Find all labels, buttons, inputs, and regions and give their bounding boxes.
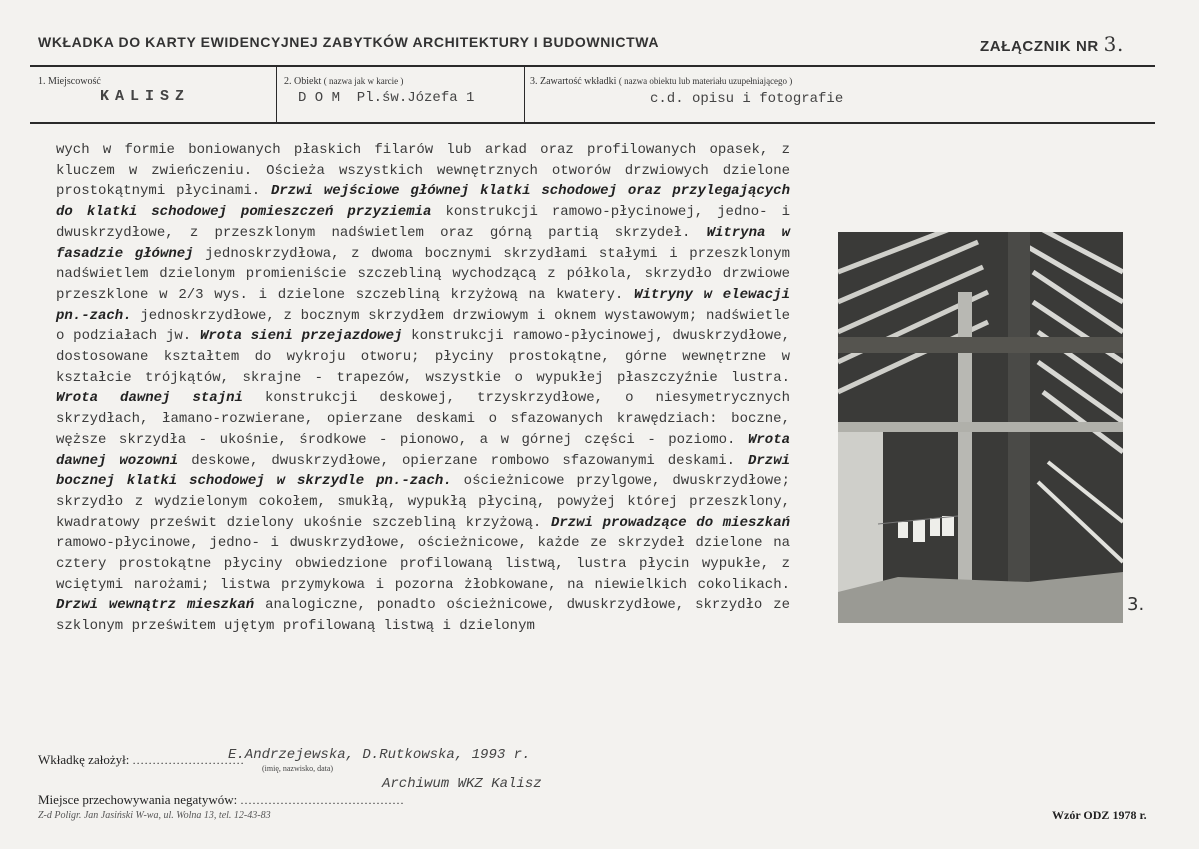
description-segment: ościeżnicowe przylgowe, dwuskrzydłowe; skrzydło z wydzielonym cokołem, smukłą, wypukłą płyciną, powyżej której przeszklony, kwadratowy prześwit dzielony ukośnie szczebliną krzyżową. — [56, 473, 791, 531]
emphasized-heading: Drzwi wejściowe głównej klatki schodowej oraz przylegających do klatki schodowej pomieszczeń przyziemia — [56, 183, 790, 221]
author-label — [38, 752, 245, 768]
author-hint: (imię, nazwisko, data) — [262, 764, 334, 773]
field-divider-2 — [524, 65, 525, 123]
description-segment: konstrukcji deskowej, trzyskrzydłowe, o niesymetrycznych skrzydłach, łamano-rozwierane, opierzane deskami o sfazowanych krawędziach: boczne, węższe skrzydła - ukośnie, środkowe - pionowo, a w górnej części - poziomo. — [56, 390, 790, 448]
author-value: E.Andrzejewska, D.Rutkowska, 1993 r. — [228, 747, 531, 763]
photo-number: 3. — [1127, 594, 1145, 615]
attic-photo — [838, 232, 1123, 623]
locality-label: 1. Miejscowość — [38, 76, 101, 87]
content-value: c.d. opisu i fotografie — [650, 91, 844, 107]
author-label-text: Wkładkę założył: — [38, 752, 130, 767]
description-segment: analogiczne, ponadto ościeżnicowe, dwuskrzydłowe, skrzydło ze szklonym prześwitem ujętym profilowaną listwą i dzielonym — [56, 597, 790, 635]
description-text — [56, 140, 790, 637]
emphasized-heading: Drzwi wewnątrz mieszkań — [56, 597, 255, 614]
content-label-text: 3. Zawartość wkładki — [530, 76, 617, 87]
negatives-label-text: Miejsce przechowywania negatywów: — [38, 792, 238, 807]
negatives-dots: ......................................... — [240, 793, 405, 807]
header-rule-top — [30, 65, 1155, 67]
content-label — [530, 76, 792, 87]
description-segment: jednoskrzydłowa, z dwoma bocznymi skrzydłami stałymi i przeszklonym nadświetlem dzielonym promieniście szczebliną wychodzącą z półkola, skrzydło drzwiowe przeszklone w 2/3 wys. i dzielone szczebliną krzyżową na kwatery. — [56, 245, 791, 303]
printer-note: Z-d Poligr. Jan Jasiński W-wa, ul. Wolna 13, tel. 12-43-83 — [38, 810, 271, 821]
object-label — [284, 76, 403, 87]
description-segment: wych w formie boniowanych płaskich filarów lub arkad oraz profilowanych opasek, z kluczem w zwieńczeniu. Ościeża wszystkich wewnętrznych otworów drzwiowych dzielone prostokątnymi płycinami. — [56, 142, 790, 200]
description-segment: jednoskrzydłowe, z bocznym skrzydłem drzwiowym i oknem wystawowym; nadświetle o podziałach jw. — [56, 307, 790, 345]
emphasized-heading: Drzwi prowadzące do mieszkań — [550, 514, 790, 531]
emphasized-heading: Wrota sieni przejazdowej — [199, 328, 403, 345]
negatives-label — [38, 792, 405, 808]
annex-label — [980, 32, 1124, 56]
object-label-hint: ( nazwa jak w karcie ) — [323, 76, 404, 86]
annex-number: 3. — [1103, 32, 1124, 56]
emphasized-heading: Drzwi bocznej klatki schodowej w skrzydle pn.-zach. — [56, 452, 790, 490]
attic-photo-image — [838, 232, 1123, 623]
emphasized-heading: Wrota dawnej wozowni — [56, 431, 790, 469]
object-value: D O M Pl.św.Józefa 1 — [298, 90, 475, 106]
header-rule-bottom — [30, 122, 1155, 124]
content-label-hint: ( nazwa obiektu lub materiału uzupełniającego ) — [618, 76, 793, 86]
object-label-text: 2. Obiekt — [284, 76, 322, 87]
description-segment: konstrukcji ramowo-płycinowej, dwuskrzydłowe, dostosowane kształtem do wykroju otworu; płyciny prostokątne, górne wewnętrzne w kształcie trójkątów, skrajne - trapezów, wszystkie o wypukłej płaszczyźnie lustra. — [56, 328, 791, 386]
locality-value: KALISZ — [100, 88, 191, 105]
description-segment: konstrukcji ramowo-płycinowej, jedno- i dwuskrzydłowe, z przeszklonym nadświetlem oraz górną partią skrzydeł. — [56, 204, 790, 241]
emphasized-heading: Wrota dawnej stajni — [56, 390, 243, 407]
archive-value: Archiwum WKZ Kalisz — [382, 776, 542, 792]
annex-label-text: ZAŁĄCZNIK NR — [980, 38, 1099, 55]
document-title: WKŁADKA DO KARTY EWIDENCYJNEJ ZABYTKÓW ARCHITEKTURY I BUDOWNICTWA — [38, 34, 660, 50]
description-segment: ramowo-płycinowe, jedno- i dwuskrzydłowe, ościeżnicowe, każde ze skrzydeł dzielone na cztery prostokątne płyciny obwiedzione profilowaną listwą, lustra płycin wypukłe, z wciętymi narożami; listwa przymykowa i pozorna żłobkowane, na niewielkich cokolikach. — [56, 535, 790, 593]
form-model: Wzór ODZ 1978 r. — [1052, 808, 1147, 822]
emphasized-heading: Witryny w elewacji pn.-zach. — [56, 286, 790, 324]
author-dots: ............................ — [132, 753, 245, 767]
emphasized-heading: Witryna w fasadzie głównej — [56, 224, 790, 262]
description-segment: deskowe, dwuskrzydłowe, opierzane rombowo sfazowanymi deskami. — [178, 452, 748, 469]
field-divider-1 — [276, 65, 277, 123]
